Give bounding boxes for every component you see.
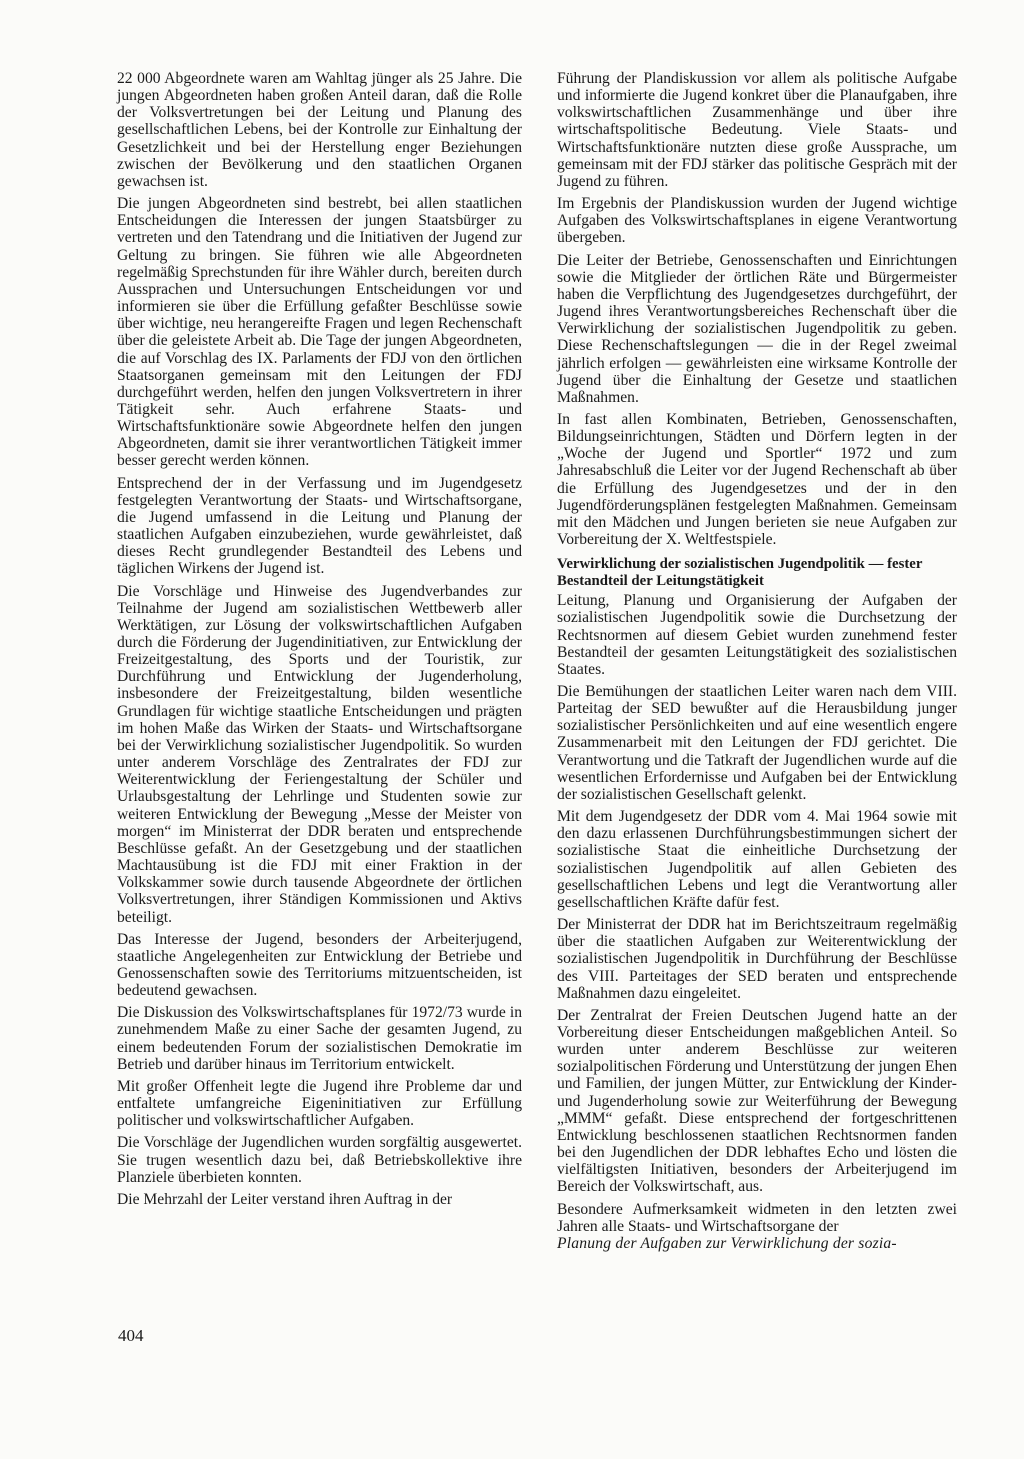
left-column [117,70,522,1213]
paragraph: Führung der Plandiskussion vor allem als politische Aufgabe und informierte die Jugend konkret über die Planaufgaben, ihre volkswirtschaftlichen Zusammenhänge und über ihre wirtschaftspolitische Bedeutung. Viele Staats- und Wirtschaftsfunktionäre nutzten diese große Aussprache, um gemeinsam mit der FDJ stärker das politische Gespräch mit der Jugend zu führen. [557,70,957,190]
paragraph: Mit dem Jugendgesetz der DDR vom 4. Mai 1964 sowie mit den dazu erlassenen Durchführungsbestimmungen sichert der sozialistische Staat die einheitliche Durchsetzung der sozialistischen Jugendpolitik auf allen Gebieten des gesellschaftlichen Lebens und legt die Verantwortung aller gesellschaftlichen Kräfte dafür fest. [557,808,957,911]
paragraph: In fast allen Kombinaten, Betrieben, Genossenschaften, Bildungseinrichtungen, Städten und Dörfern legten in der „Woche der Jugend und Sportler“ 1972 und zum Jahresabschluß die Leiter vor der Jugend Rechenschaft ab über die Erfüllung des Jugendgesetzes und der in den Jugendförderungsplänen festgelegten Maßnahmen. Gemeinsam mit den Mädchen und Jungen berieten sie neue Aufgaben zur Vorbereitung der X. Weltfestspiele. [557,410,957,549]
paragraph: Das Interesse der Jugend, besonders der Arbeiterjugend, staatliche Angelegenheiten zur Entwicklung der Betriebe und Genossenschaften sowie des Territoriums mitzuentscheiden, ist bedeutend gewachsen. [117,930,522,1000]
paragraph: Die Diskussion des Volkswirtschaftsplanes für 1972/73 wurde in zunehmendem Maße zu einer Sache der gesamten Jugend, zu einem bedeutenden Forum der sozialistischen Demokratie im Betrieb und darüber hinaus im Territorium entwickelt. [117,1004,522,1073]
paragraph: Mit großer Offenheit legte die Jugend ihre Probleme dar und entfaltete umfangreiche Eigeninitiativen zur Erfüllung politischer und volkswirtschaftlicher Aufgaben. [117,1077,522,1130]
paragraph: Die Vorschläge und Hinweise des Jugendverbandes zur Teilnahme der Jugend am sozialistischen Wettbewerb aller Werktätigen, zur Lösung der volkswirtschaftlichen Aufgaben durch die Förderung der Jugendinitiativen, zur Entwicklung der Freizeitgestaltung, des Sports und der Touristik, zur Durchführung und Entwicklung der Jugenderholung, insbesondere der Freizeitgestaltung, bilden wesentliche Grundlagen für wichtige staatliche Entscheidungen und prägten im hohen Maße das Wirken der Staats- und Wirtschaftsorgane bei der Verwirklichung sozialistischer Jugendpolitik. So wurden unter anderem Vorschläge des Zentralrates der FDJ zur Weiterentwicklung der Feriengestaltung der Schüler und Urlaubsgestaltung der Lehrlinge und Studenten sowie zur weiteren Entwicklung der Bewegung „Messe der Meister von morgen“ im Ministerrat der DDR beraten und entsprechende Beschlüsse gefaßt. An der Gesetzgebung und der staatlichen Machtausübung ist die FDJ mit einer Fraktion in der Volkskammer sowie durch tausende Abgeordnete der örtlichen Volksvertretungen, ihrer Ständigen Kommissionen und Aktivs beteiligt. [117,582,522,926]
section-heading: Verwirklichung der sozialistischen Jugendpolitik — fester Bestandteil der Leitungstätigkeit [557,556,923,590]
paragraph: Leitung, Planung und Organisierung der Aufgaben der sozialistischen Jugendpolitik sowie die Durchsetzung der Rechtsnormen auf diesem Gebiet wurden zunehmend fester Bestandteil der gesamten Leitungstätigkeit des sozialistischen Staates. [557,592,957,678]
paragraph: Die Leiter der Betriebe, Genossenschaften und Einrichtungen sowie die Mitglieder der örtlichen Räte und Bürgermeister haben die Verpflichtung des Jugendgesetzes durchgeführt, der Jugend ihres Verantwortungsbereiches Rechenschaft über die Verwirklichung der sozialistischen Jugendpolitik zu geben. Diese Rechenschaftslegungen — die in der Regel zweimal jährlich erfolgen — gewährleisten eine wirksame Kontrolle der Jugend über die Einhaltung der Gesetze und staatlichen Maßnahmen. [557,251,957,406]
paragraph: Der Ministerrat der DDR hat im Berichtszeitraum regelmäßig über die staatlichen Aufgaben zur Weiterentwicklung der sozialistischen Jugendpolitik in Durchführung der Beschlüsse des VIII. Parteitages der SED beraten und entsprechende Maßnahmen dazu eingeleitet. [557,916,957,1002]
paragraph: Die Bemühungen der staatlichen Leiter waren nach dem VIII. Parteitag der SED bewußter auf die Herausbildung junger sozialistischer Persönlichkeiten und auf eine wesentlich engere Zusammenarbeit mit den Leitungen der FDJ gerichtet. Die Verantwortung und die Tatkraft der Jugendlichen wurde auf die wesentlichen Erfordernisse und Aufgaben bei der Entwicklung der sozialistischen Gesellschaft gelenkt. [557,683,957,803]
paragraph: Die Vorschläge der Jugendlichen wurden sorgfältig ausgewertet. Sie trugen wesentlich dazu bei, daß Betriebskollektive ihre Planziele überbieten konnten. [117,1134,522,1186]
paragraph: Besondere Aufmerksamkeit widmeten in den letzten zwei Jahren alle Staats- und Wirtschaftsorgane der [557,1200,957,1235]
paragraph: Die jungen Abgeordneten sind bestrebt, bei allen staatlichen Entscheidungen die Interessen der jungen Staatsbürger zu vertreten und den Tatendrang und die Initiativen der Jugend zur Geltung zu bringen. Sie führen wie alle Abgeordneten regelmäßig Sprechstunden für ihre Wähler durch, bereiten durch Aussprachen und Untersuchungen Entscheidungen vor und informieren sie über die Erfüllung gefaßter Beschlüsse sowie über wichtige, neu herangereifte Fragen und legen Rechenschaft über die geleistete Arbeit ab. Die Tage der jungen Abgeordneten, die auf Vorschlag des IX. Parlaments der FDJ von den örtlichen Staatsorganen gemeinsam mit den Leitungen der FDJ durchgeführt werden, helfen den jungen Volksvertretern in ihrer Tätigkeit sehr. Auch erfahrene Staats- und Wirtschaftsfunktionäre sowie Abgeordnete helfen den jungen Abgeordneten, damit sie ihrer verantwortlichen Tätigkeit immer besser gerecht werden können. [117,195,522,470]
paragraph: 22 000 Abgeordnete waren am Wahltag jünger als 25 Jahre. Die jungen Abgeordneten haben großen Anteil daran, daß die Rolle der Volksvertretungen bei der Leitung und Planung des gesellschaftlichen Lebens, bei der Kontrolle zur Einhaltung der Gesetzlichkeit und bei der Herstellung enger Beziehungen zwischen der Bevölkerung und den staatlichen Organen gewachsen ist. [117,70,522,190]
paragraph: Der Zentralrat der Freien Deutschen Jugend hatte an der Vorbereitung dieser Entscheidungen maßgeblichen Anteil. So wurden unter anderem Beschlüsse zur weiteren sozialpolitischen Förderung und Unterstützung der jungen Ehen und Familien, der jungen Mütter, zur Entwicklung der Kinder- und Jugenderholung sowie zur Weiterführung der Bewegung „MMM“ gefaßt. Diese entsprechend der fortgeschrittenen Entwicklung beschlossenen staatlichen Rechtsnormen fanden bei den Jugendlichen der DDR lebhaftes Echo und lösten die vielfältigsten Initiativen, besonders der Arbeiterjugend im Bereich der Volkswirtschaft, aus. [557,1006,957,1196]
italic-paragraph-continuation: Planung der Aufgaben zur Verwirklichung der sozia- [557,1234,897,1252]
page-number: 404 [118,1326,144,1345]
paragraph: Die Mehrzahl der Leiter verstand ihren Auftrag in der [117,1190,453,1208]
paragraph: Entsprechend der in der Verfassung und im Jugendgesetz festgelegten Verantwortung der Staats- und Wirtschaftsorgane, die Jugend umfassend in die Leitung und Planung der staatlichen Aufgaben einzubeziehen, wurde gewährleistet, daß dieses Recht grundlegender Bestandteil des Lebens und täglichen Wirkens der Jugend ist. [117,474,522,578]
right-column [557,70,957,1257]
paragraph: Im Ergebnis der Plandiskussion wurden der Jugend wichtige Aufgaben des Volkswirtschaftsplanes in eigene Verantwortung übergeben. [557,195,957,247]
